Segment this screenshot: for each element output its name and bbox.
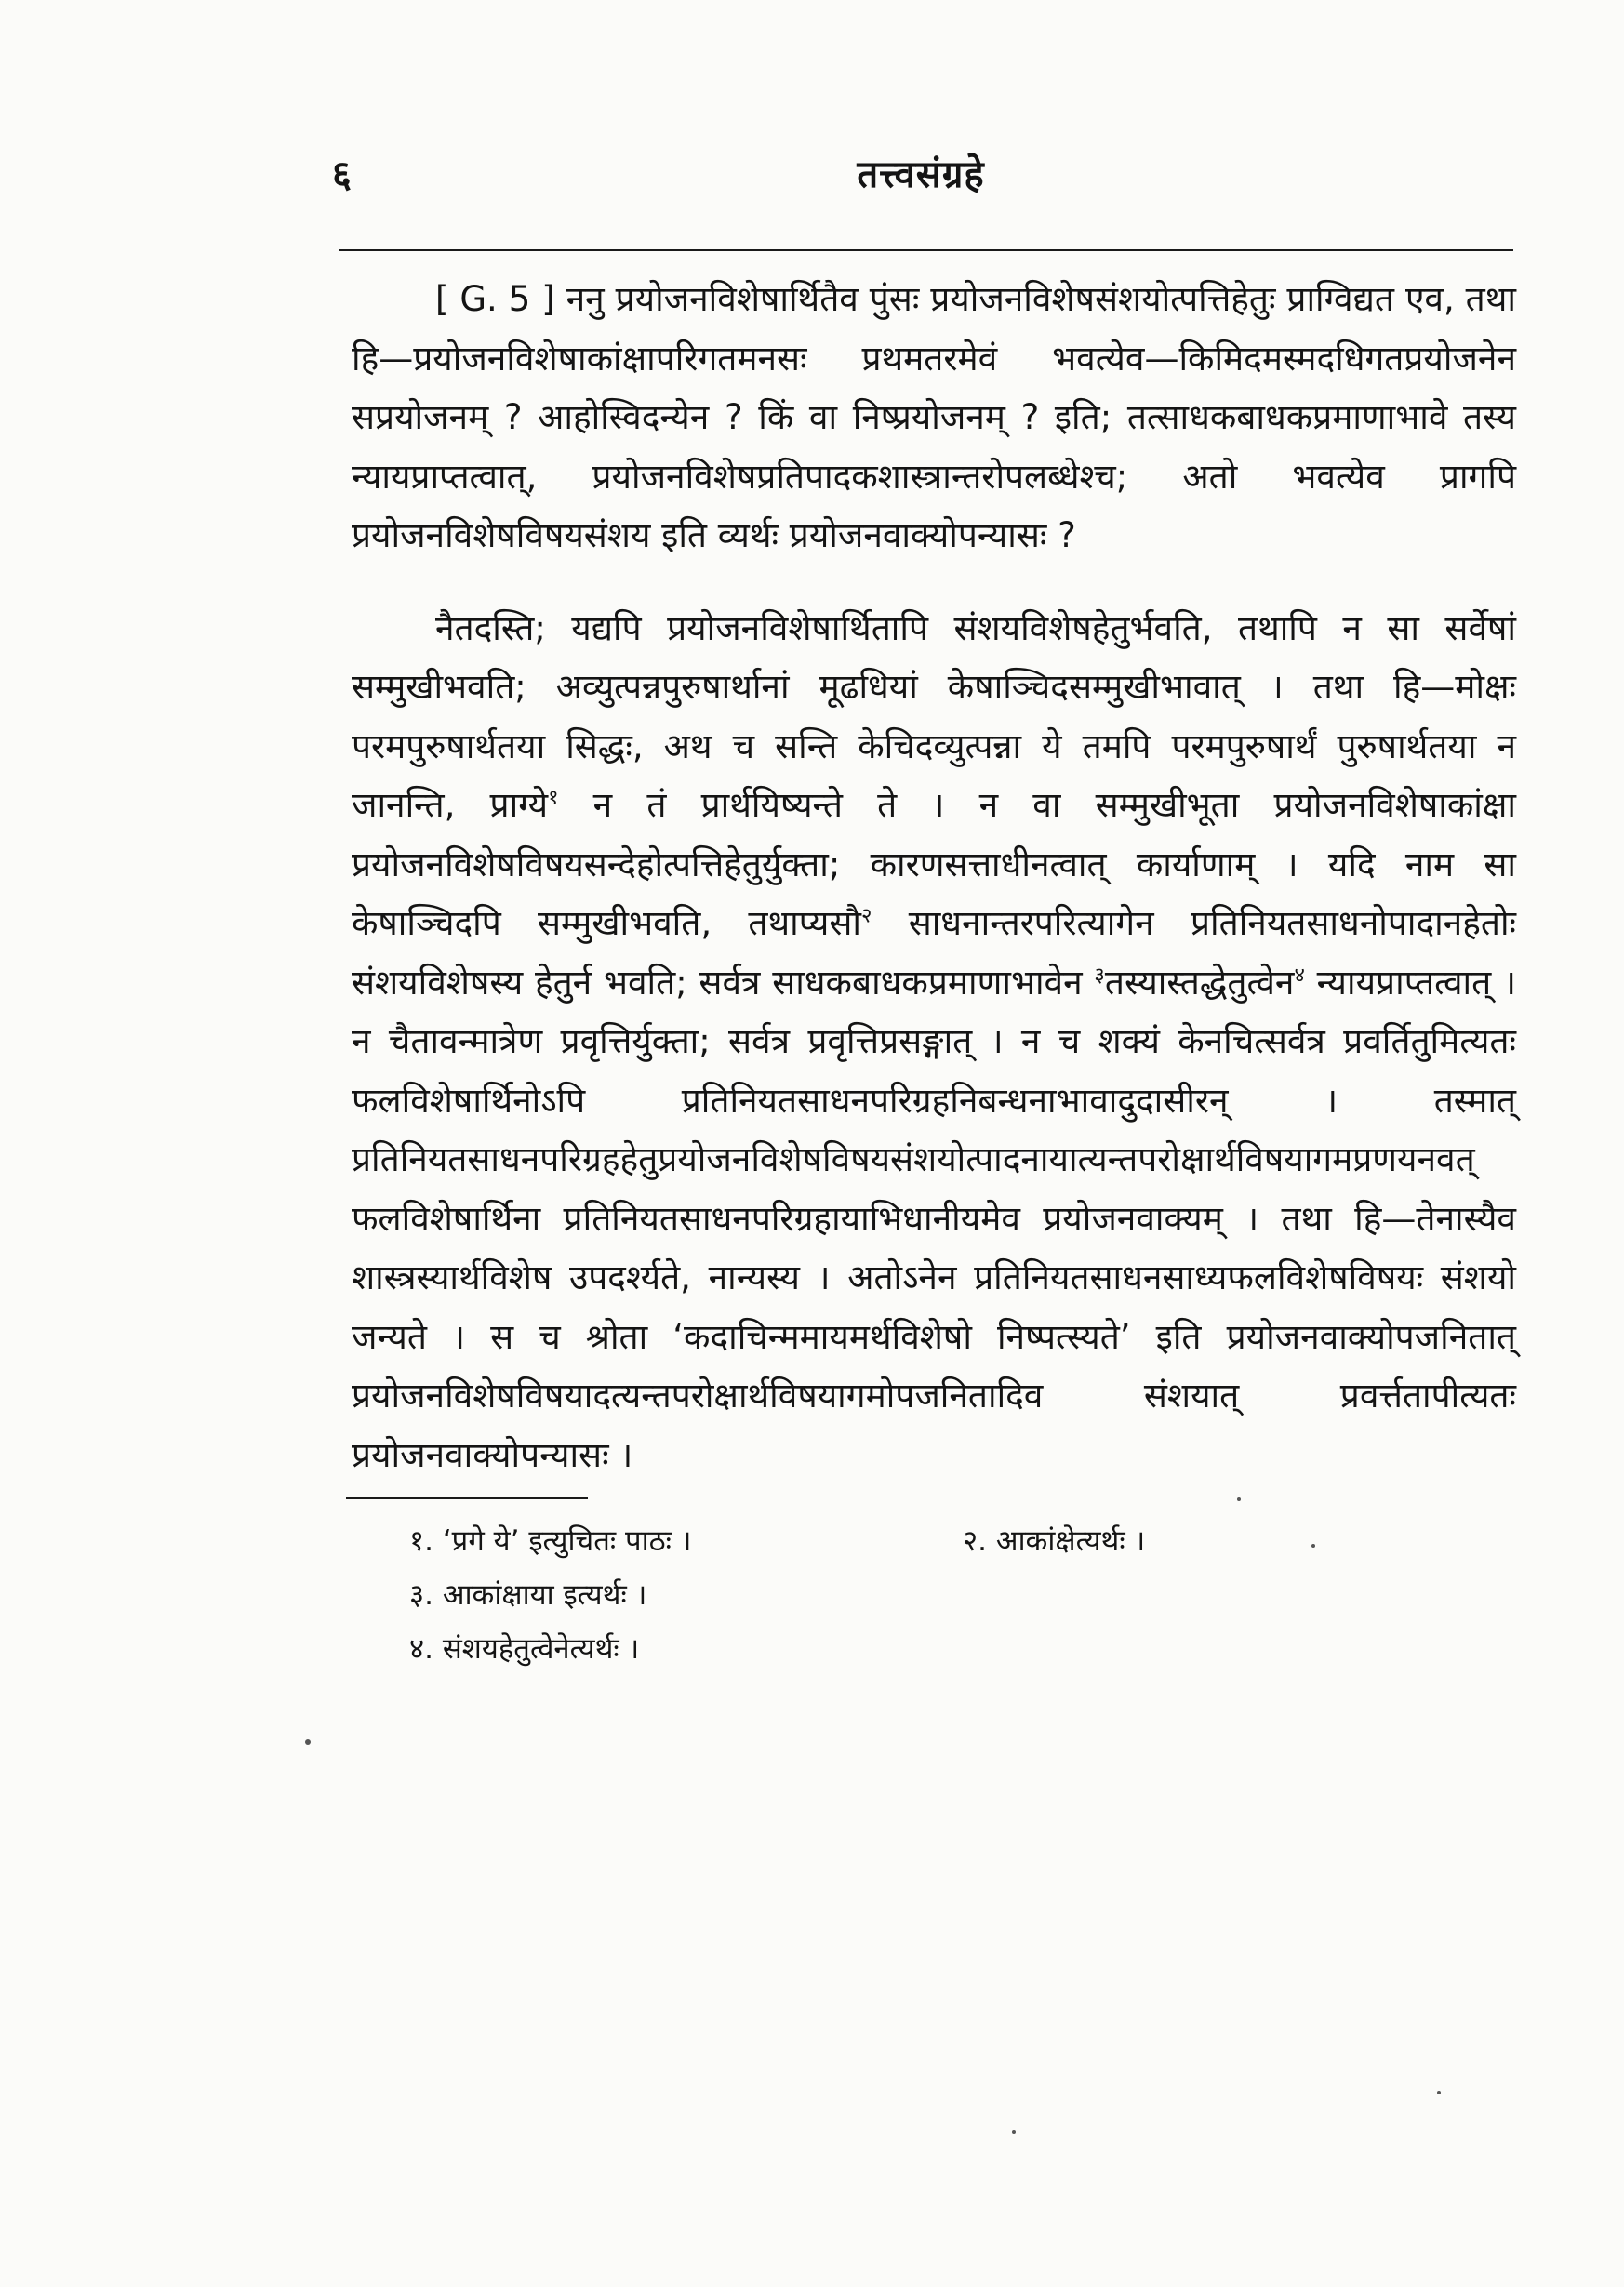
footnote-row [409,1568,1479,1622]
footnote-row [409,1514,1479,1568]
page-number: ६ [332,153,352,196]
header-rule [339,249,1513,251]
paragraph-2-segment-5: न्यायप्राप्तत्वात् । न चैतावन्मात्रेण प्रवृत्तिर्युक्ता; सर्वत्र प्रवृत्तिप्रसङ्गात् । न च शक्यं केनचित्सर्वत्र प्रवर्तितुमित्यतः फलविशेषार्थिनोऽपि प्रतिनियतसाधनपरिग्रहनिबन्धनाभावादुदासीरन् । तस्मात् प्रतिनियतसाधनपरिग्रहहेतुप्रयोजनविशेषविषयसंशयोत्पादनायात्यन्तपरोक्षार्थविषयागमप्रणयनवत् फलविशेषार्थिना प्रतिनियतसाधनपरिग्रहायाभिधानीयमेव प्रयोजनवाक्यम् । तथा हि—तेनास्यैव शास्त्रस्यार्थविशेष उपदर्श्यते, नान्यस्य । अतोऽनेन प्रतिनियतसाधनसाध्यफलविशेषविषयः संशयो जन्यते । स च श्रोता ‘कदाचिन्ममायमर्थविशेषो निष्पत्स्यते’ इति प्रयोजनवाक्योपजनितात् प्रयोजनविशेषविषयादत्यन्तपरोक्षार्थविषयागमोपजनितादिव संशयात् प्रवर्त्ततापीत्यतः प्रयोजनवाक्योपन्यासः । [352,962,1517,1475]
footnote-row [409,1622,1479,1676]
footnote-4: ४. संशयहेतुत्वेनेत्यर्थः । [409,1632,640,1666]
footnote-1: १. ‘प्रगे ये’ इत्युचितः पाठः । [409,1524,692,1558]
footnote-marker-2: २ [860,904,872,928]
paragraph-1 [352,270,1516,565]
paragraph-1-text: ननु प्रयोजनविशेषार्थितैव पुंसः प्रयोजनविशेषसंशयोत्पत्तिहेतुः प्राग्विद्यत एव, तथा हि—प्रयोजनविशेषाकांक्षापरिगतमनसः प्रथमतरमेवं भवत्येव—किमिदमस्मदधिगतप्रयोजनेन सप्रयोजनम् ? आहोस्विदन्येन ? किं वा निष्प्रयोजनम् ? इति; तत्साधकबाधकप्रमाणाभावे तस्य न्यायप्राप्तत्वात्, प्रयोजनविशेषप्रतिपादकशास्त्रान्तरोपलब्धेश्च; अतो भवत्येव प्रागपि प्रयोजनविशेषविषयसंशय इति व्यर्थः प्रयोजनवाक्योपन्यासः ? [352,279,1516,555]
running-title: तत्त्वसंग्रहे [857,153,985,196]
print-speck [1437,2091,1441,2094]
paragraph-2-segment-2: न तं प्रार्थयिष्यन्ते ते । न वा सम्मुखीभूता प्रयोजनविशेषाकांक्षा प्रयोजनविशेषविषयसन्देहोत्पत्तिहेतुर्युक्ता; कारणसत्ताधीनत्वात् कार्याणाम् । यदि नाम सा केषाञ्चिदपि सम्मुखीभवति, तथाप्यसौ [352,785,1516,943]
print-speck [305,1739,311,1745]
footnote-3: ३. आकांक्षाया इत्यर्थः । [409,1578,647,1612]
footnote-rule [346,1497,588,1499]
paragraph-2-segment-1: नैतदस्ति; यद्यपि प्रयोजनविशेषार्थितापि संशयविशेषहेतुर्भवति, तथापि न सा सर्वेषां सम्मुखीभवति; अव्युत्पन्नपुरुषार्थानां मूढधियां केषाञ्चिदसम्मुखीभावात् । तथा हि—मोक्षः परमपुरुषार्थतया सिद्धः, अथ च सन्ति केचिदव्युत्पन्ना ये तमपि परमपुरुषार्थं पुरुषार्थतया न जानन्ति, प्राग्ये [352,607,1516,825]
footnote-marker-4: ४ [1294,964,1305,988]
gaekwad-page-reference: [ G. 5 ] [435,279,555,319]
footnotes [409,1514,1479,1676]
paragraph-2 [352,599,1516,1485]
print-speck [1311,1544,1315,1548]
footnote-marker-1: १ [548,786,559,810]
footnote-marker-3: ३ [1094,964,1105,988]
main-text [352,270,1516,1484]
paragraph-2-segment-4: तस्यास्तद्धेतुत्वेन [1104,962,1295,1003]
print-speck [1237,1497,1241,1501]
page-header [321,147,1521,212]
print-speck [1012,2130,1016,2134]
footnote-2: २. आकांक्षेत्यर्थः । [963,1524,1146,1558]
paragraph-2-segment-3: साधनान्तरपरित्यागेन प्रतिनियतसाधनोपादानहेतोः संशयविशेषस्य हेतुर्न भवति; सर्वत्र साधकबाधकप्रमाणाभावेन [352,903,1516,1003]
